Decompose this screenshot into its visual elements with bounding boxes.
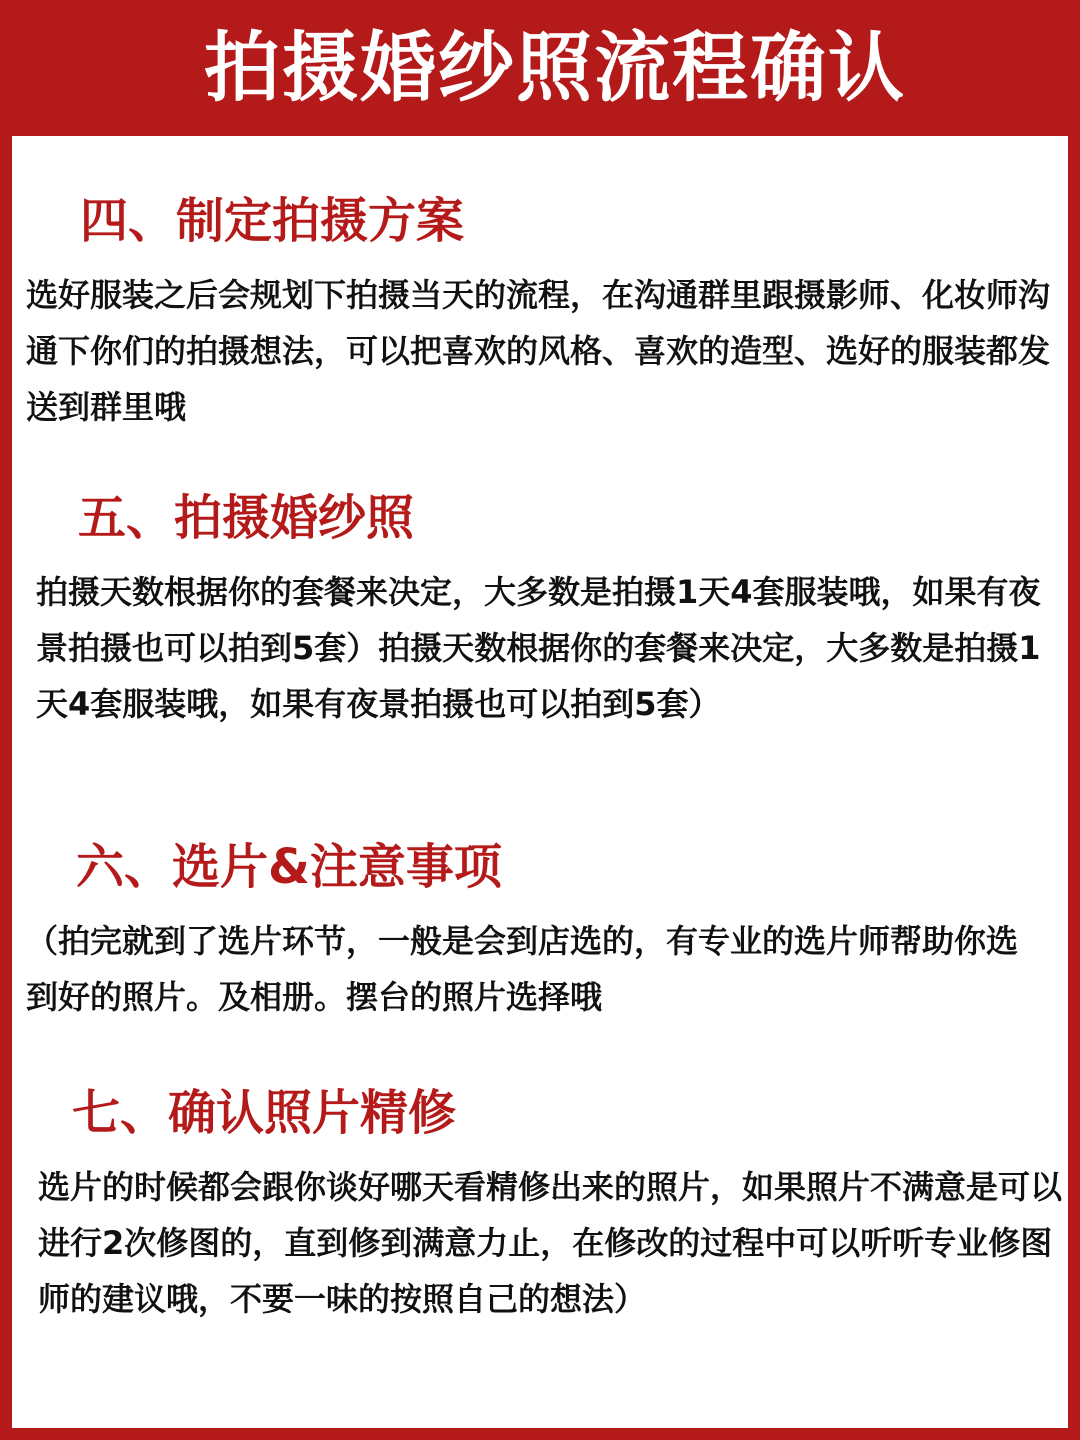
section-body: 选片的时候都会跟你谈好哪天看精修出来的照片，如果照片不满意是可以进行2次修图的，直到修到满意力止，在修改的过程中可以听听专业修图师的建议哦，不要一味的按照自己的想法） [38, 1168, 1063, 1318]
section-title: 五、拍摄婚纱照 [78, 490, 415, 546]
section-title: 七、确认照片精修 [72, 1085, 457, 1141]
section-retouch [12, 1085, 1068, 1327]
section-body: 选好服装之后会规划下拍摄当天的流程，在沟通群里跟摄影师、化妆师沟通下你们的拍摄想法，可以把喜欢的风格、喜欢的造型、选好的服装都发送到群里哦 [26, 276, 1051, 426]
section-plan [12, 193, 1068, 435]
page-title: 拍摄婚纱照流程确认 [204, 23, 906, 112]
section-shoot [12, 490, 1068, 732]
header-banner [0, 0, 1080, 136]
section-select [12, 839, 1068, 1025]
section-title: 四、制定拍摄方案 [80, 193, 465, 249]
section-title: 六、选片&注意事项 [76, 839, 502, 895]
section-body: （拍完就到了选片环节，一般是会到店选的，有专业的选片师帮助你选到好的照片。及相册。摆台的照片选择哦 [26, 922, 1019, 1016]
section-body: 拍摄天数根据你的套餐来决定，大多数是拍摄1天4套服装哦，如果有夜景拍摄也可以拍到5套）拍摄天数根据你的套餐来决定，大多数是拍摄1天4套服装哦，如果有夜景拍摄也可以拍到5套） [36, 573, 1041, 723]
